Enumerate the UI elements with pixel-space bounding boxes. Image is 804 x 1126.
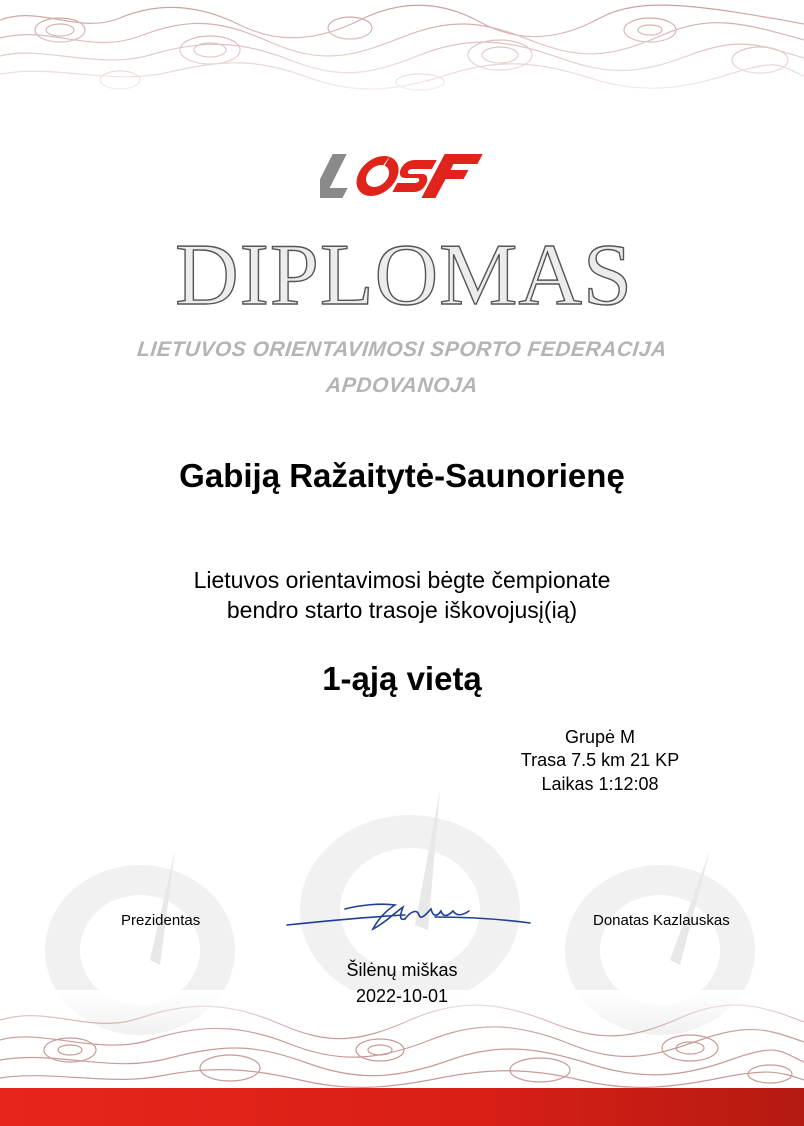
event-date: 2022-10-01 xyxy=(355,986,449,1006)
place-awarded: 1-ąją vietą xyxy=(322,660,482,697)
achievement-line-1: Lietuvos orientavimosi bėgte čempionate xyxy=(193,567,611,593)
organization-name: LIETUVOS ORIENTAVIMOSI SPORTO FEDERACIJA xyxy=(136,338,669,361)
losf-logo xyxy=(320,150,490,202)
group-detail: Grupė M xyxy=(564,727,636,747)
event-location: Šilėnų miškas xyxy=(346,960,458,980)
diploma-title xyxy=(0,226,804,322)
course-detail: Trasa 7.5 km 21 KP xyxy=(520,750,680,770)
president-name: Donatas Kazlauskas xyxy=(593,912,730,929)
time-detail: Laikas 1:12:08 xyxy=(541,774,659,794)
recipient-name: Gabiją Ražaitytė-Saunorienę xyxy=(179,457,625,494)
top-contour-pattern xyxy=(0,0,804,110)
diploma-title-text: DIPLOMAS xyxy=(175,227,633,322)
signature-image xyxy=(285,895,535,935)
organization-awards: APDOVANOJA xyxy=(325,374,480,397)
achievement-line-2: bendro starto trasoje iškovojusį(ią) xyxy=(226,597,578,623)
president-label: Prezidentas xyxy=(121,912,201,929)
bottom-red-band xyxy=(0,1088,804,1126)
